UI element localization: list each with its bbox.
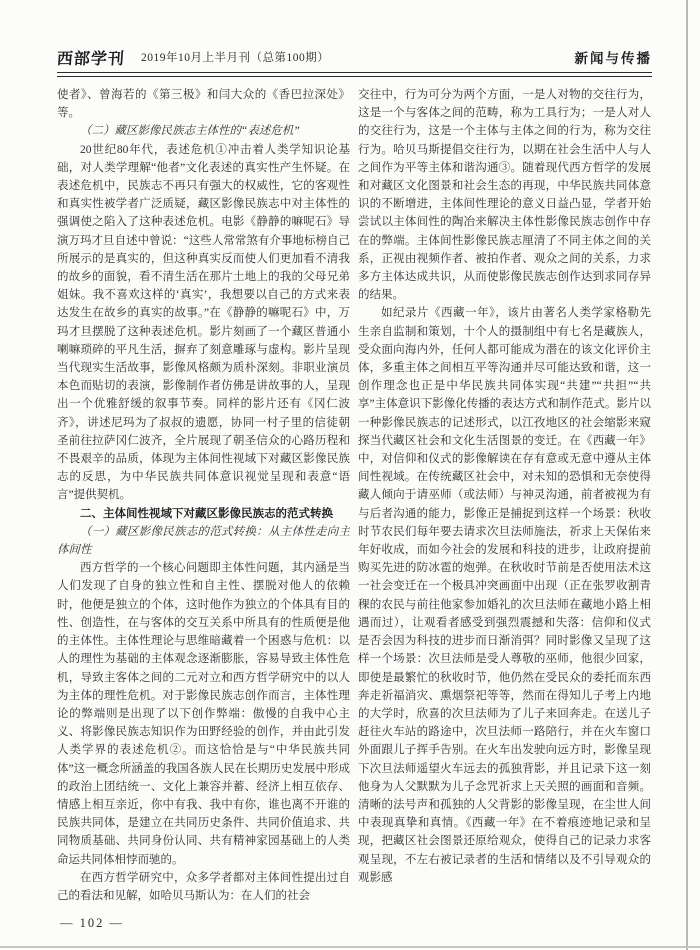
page-number: — 102 — xyxy=(60,916,124,930)
header-rule xyxy=(57,72,652,77)
body-paragraph: 西方哲学的一个核心问题即主体性问题，其内涵是当人们发现了自身的独立性和自主性、摆脱对他人的依赖时，他便是独立的个体，这时他作为独立的个体具有目的性、创造性，在与客体的交互关系中所具有的性质便是他的主体性。主体性理论与思维暗藏着一个困惑与危机：以人的理性为基础的主体观念逐渐膨胀，容易导致主体性危机，导致主客体之间的二元对立和西方哲学研究中的以人为主体的理性危机。对于影像民族志创作而言，主体性理论的弊端则是出现了以下创作弊端：傲慢的自我中心主义、将影像民族志知识作为田野经验的创作，并由此引发人类学界的表述危机②。而这恰恰是与“中华民族共同体”这一概念所涵盖的我国各族人民在长期历史发展中形成的政治上团结统一、文化上兼容并蓄、经济上相互依存、情感上相互亲近，你中有我、我中有你，谁也离不开谁的民族共同体，是建立在共同历史条件、共同价值追求、共同物质基础、共同身份认同、共有精神家园基础上的人类命运共同体相悖而驰的。 xyxy=(57,562,350,866)
subsection-heading-1: （一）藏区影像民族志的范式转换：从主体性走向主体间性 xyxy=(57,525,350,557)
journal-logo: 西部学刊 xyxy=(56,51,126,68)
left-column xyxy=(57,86,350,904)
subsection-heading-2: （二）藏区影像民族志主体性的“表述危机” xyxy=(80,125,300,138)
body-paragraph: 如纪录片《西藏一年》，该片由著名人类学家格勒先生亲自监制和策划，十个人的摄制组中有七名是藏族人，受众面向海内外，任何人都可能成为潜在的该文化评价主体，多重主体之间相互平等沟通并尽可能达致和谐，这一创作理念也正是中华民族共同体实现“共建”“共担”“共享”主体意识下影像化传播的表达方式和制作范式。影片以一种影像民族志的记述形式，以江孜地区的社会缩影来窥探当代藏区社会和文化生活图景的变迁。在《西藏一年》中，对信仰和仪式的影像解读在存有意或无意中遵从主体间性视域。在传统藏区社会中，对未知的恐惧和无奈使得藏人倾向于请巫师（或法师）与神灵沟通，前者被视为有与后者沟通的能力，影像正是捕捉到这样一个场景：秋收时节农民们每年要去请求次旦法师施法，祈求上天保佑来年好收成，而如今社会的发展和科技的进步，让政府提前购买先进的防冰雹的炮弹。在秋收时节前是否使用法术这一社会变迁在一个极具冲突画面中出现（正在张罗收割青稞的农民与前往他家参加婚礼的次旦法师在藏地小路上相遇而过），让观看者感受到强烈震撼和失落：信仰和仪式是否会因为科技的进步而日渐消弭？同时影像又呈现了这样一个场景：次旦法师是受人尊敬的巫师，他很少回家，即使是最繁忙的秋收时节，他仍然在受民众的委托而东西奔走祈福消灾、熏烟祭祀等等，然而在得知儿子考上内地的大学时，欣喜的次旦法师为了儿子来回奔走。在送儿子赶往火车站的路途中，次旦法师一路陪行，并在火车窗口外面跟儿子挥手告别。在火车出发驶向远方时，影像呈现下次旦法师遥望火车远去的孤独背影，并且记录下这一刻他身为人父默默为儿子念咒祈求上天关照的画面和音频。清晰的法号声和孤独的人父背影的影像呈现，在尘世人间中表现真挚和真情。《西藏一年》在不着痕迹地记录和呈现，把藏区社会图景还原给观众，使得自己的记录力求客观呈现，不左右被记录者的生活和情绪以及不引导观众的观影感 xyxy=(358,307,651,884)
section-label: 新闻与传播 xyxy=(574,51,652,66)
continuation-paragraph: 使者》、曾海若的《第三极》和闫大众的《香巴拉深处》等。 xyxy=(57,89,350,120)
continuation-paragraph: 交往中，行为可分为两个方面，一是人对物的交往行为，这是一个与客体之间的范畴，称为工具行为；一是人对人的交往行为，这是一个主体与主体之间的行为，称为交往行为。哈贝马斯提倡交往行为，以期在社会生活中人与人之间作为平等主体和谐沟通③。随着现代西方哲学的发展和对藏区文化图景和社会生态的再现，中华民族共同体意识的不断增进，主体间性理论的意义日益凸显，学者开始尝试以主体间性的陶冶来解决主体性影像民族志创作中存在的弊端。主体间性影像民族志厘清了不同主体之间的关系，正视由视频作者、被拍作者、观众之间的关系，力求多方主体达成共识，从而使影像民族志创作达到求同存异的结果。 xyxy=(358,89,651,302)
right-column xyxy=(358,86,651,904)
body-paragraph: 20世纪80年代，表述危机①冲击着人类学知识论基础，对人类学理解“他者”文化表述的真实性产生怀疑。在表述危机中，民族志不再只有强大的权威性，它的客观性和真实性被学者广泛质疑，藏区影像民族志中对主体性的强调使之陷入了这种表述危机。电影《静静的嘛呢石》导演万玛才旦自述中曾说：“这些人常常煞有介事地标榜自己所展示的是真实的，但这种真实反而使人们更加看不清我的故乡的面貌，看不清生活在那片土地上的我的父母兄弟姐妹。我不喜欢这样的‘真实’，我想要以自己的方式来表达发生在故乡的真实的故事。”在《静静的嘛呢石》中，万玛才旦摆脱了这种表述危机。影片刻画了一个藏区普通小喇嘛琐碎的平凡生活，摒弃了刻意雕琢与虚构。影片呈现当代现实生活故事，影像风格颇为质朴深刻。非职业演员本色而贴切的表演，影像制作者仿佛是讲故事的人，呈现出一个优雅舒缓的叙事节奏。同样的影片还有《冈仁波齐》，讲述尼玛为了叔叔的遗愿，协同一村子里的信徒朝圣前往拉萨冈仁波齐，全片展现了朝圣信众的心路历程和不畏艰辛的品质，体现为主体间性视域下对藏区影像民族志的反思，为中华民族共同体意识视觉呈现和表意“语言”提供契机。 xyxy=(57,143,350,502)
scan-edge-bottom xyxy=(0,946,700,948)
issue-info: 2019年10月上半月刊（总第100期） xyxy=(141,52,330,64)
page-header xyxy=(57,46,652,68)
section-heading-2: 二、主体间性视域下对藏区影像民族志的范式转换 xyxy=(80,507,333,520)
scan-edge-right xyxy=(686,0,688,950)
body-paragraph: 在西方哲学研究中，众多学者都对主体间性提出过自己的看法和见解，如哈贝马斯认为：在人们的社会 xyxy=(57,871,350,902)
